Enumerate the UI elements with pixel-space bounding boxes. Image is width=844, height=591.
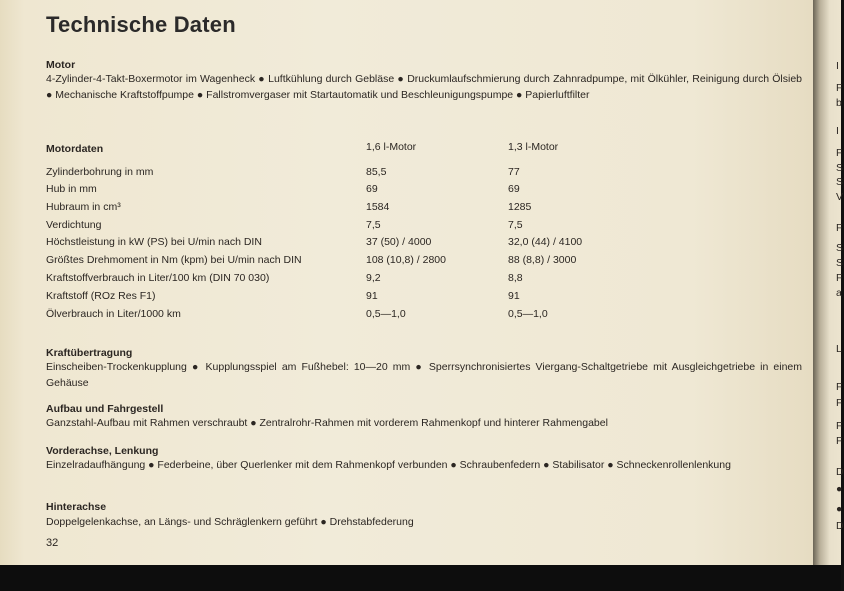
value-13: 7,5 <box>508 219 523 231</box>
table-row <box>46 236 606 252</box>
next-page-glyph: S <box>836 162 844 174</box>
table-row <box>46 254 606 270</box>
vorderachse-heading: Vorderachse, Lenkung <box>46 445 159 457</box>
next-page-glyph: L <box>836 343 842 355</box>
next-page-glyph: V <box>836 191 844 203</box>
value-16: 37 (50) / 4000 <box>366 236 432 248</box>
motor-heading: Motor <box>46 59 76 71</box>
table-row <box>46 308 606 324</box>
motordaten-heading: Motordaten <box>46 143 104 155</box>
next-page-glyph: F <box>836 147 843 159</box>
row-label: Höchstleistung in kW (PS) bei U/min nach DIN <box>46 236 262 248</box>
table-row <box>46 219 606 235</box>
value-16: 0,5—1,0 <box>366 308 406 320</box>
row-label: Zylinderbohrung in mm <box>46 166 154 178</box>
next-page-glyph: F <box>836 272 843 284</box>
table-row <box>46 272 606 288</box>
col-header-13: 1,3 l-Motor <box>508 141 559 153</box>
hinterachse-heading: Hinterachse <box>46 501 107 513</box>
next-page-glyph: D <box>836 466 844 478</box>
next-page-glyph: F <box>836 381 843 393</box>
next-page-glyph: S <box>836 257 844 269</box>
next-page-glyph: F <box>836 222 843 234</box>
row-label: Kraftstoffverbrauch in Liter/100 km (DIN 70 030) <box>46 272 270 284</box>
row-label: Hubraum in cm³ <box>46 201 121 213</box>
table-row <box>46 201 606 217</box>
value-13: 88 (8,8) / 3000 <box>508 254 577 266</box>
next-page-glyph: F <box>836 82 843 94</box>
value-13: 1285 <box>508 201 532 213</box>
next-page-glyph: ● <box>836 483 843 495</box>
table-row <box>46 183 606 199</box>
next-page-glyph: D <box>836 520 844 532</box>
page-title: Technische Daten <box>46 12 236 37</box>
col-header-16: 1,6 l-Motor <box>366 141 417 153</box>
value-16: 108 (10,8) / 2800 <box>366 254 446 266</box>
row-label: Verdichtung <box>46 219 102 231</box>
table-row <box>46 166 606 182</box>
value-13: 8,8 <box>508 272 523 284</box>
vorderachse-text: Einzelradaufhängung ● Federbeine, über Querlenker mit dem Rahmenkopf verbunden ● Schraubenfedern ● Stabilisator ● Schneckenrollenlenkung <box>46 459 731 471</box>
row-label: Hub in mm <box>46 183 97 195</box>
table-row <box>46 290 606 306</box>
value-16: 1584 <box>366 201 390 213</box>
value-16: 69 <box>366 183 378 195</box>
row-label: Größtes Drehmoment in Nm (kpm) bei U/min nach DIN <box>46 254 302 266</box>
next-page-glyph: I <box>836 60 839 72</box>
scan-border <box>0 565 841 591</box>
next-page-glyph: S <box>836 176 844 188</box>
value-16: 9,2 <box>366 272 381 284</box>
next-page-glyph: ● <box>836 503 843 515</box>
page-number: 32 <box>46 537 59 549</box>
next-page-glyph: F <box>836 435 843 447</box>
value-13: 32,0 (44) / 4100 <box>508 236 583 248</box>
kraftuebertragung-text: Einscheiben-Trockenkupplung ● Kupplungsspiel am Fußhebel: 10—20 mm ● Sperrsynchronisiertes Viergang-Schaltgetriebe mit Ausgleichgetriebe in einem Gehäuse <box>46 361 802 389</box>
next-page-edge <box>813 0 844 565</box>
aufbau-heading: Aufbau und Fahrgestell <box>46 403 164 415</box>
kraftuebertragung-heading: Kraftübertragung <box>46 347 133 359</box>
value-16: 91 <box>366 290 378 302</box>
value-13: 77 <box>508 166 520 178</box>
next-page-glyph: I <box>836 125 839 137</box>
next-page-glyph: a <box>836 287 842 299</box>
value-13: 0,5—1,0 <box>508 308 548 320</box>
value-16: 85,5 <box>366 166 387 178</box>
motordaten-header-row <box>46 141 606 157</box>
aufbau-text: Ganzstahl-Aufbau mit Rahmen verschraubt ● Zentralrohr-Rahmen mit vorderem Rahmenkopf und hinterer Rahmengabel <box>46 417 608 429</box>
row-label: Ölverbrauch in Liter/1000 km <box>46 308 181 320</box>
value-13: 91 <box>508 290 520 302</box>
next-page-glyph: b <box>836 97 842 109</box>
next-page-glyph: S <box>836 242 844 254</box>
motor-text: 4-Zylinder-4-Takt-Boxermotor im Wagenheck ● Luftkühlung durch Gebläse ● Druckumlaufschmierung durch Zahnradpumpe, mit Ölkühler, Reinigung durch Ölsieb ● Mechanische Kraftstoffpumpe ● Fallstromvergaser mit Startautomatik und Beschleunigungspumpe ● Papierluftfilter <box>46 73 802 101</box>
row-label: Kraftstoff (ROz Res F1) <box>46 290 156 302</box>
next-page-glyph: F <box>836 397 843 409</box>
next-page-glyph: F <box>836 420 843 432</box>
value-16: 7,5 <box>366 219 381 231</box>
value-13: 69 <box>508 183 520 195</box>
hinterachse-text: Doppelgelenkachse, an Längs- und Schräglenkern geführt ● Drehstabfederung <box>46 516 414 528</box>
